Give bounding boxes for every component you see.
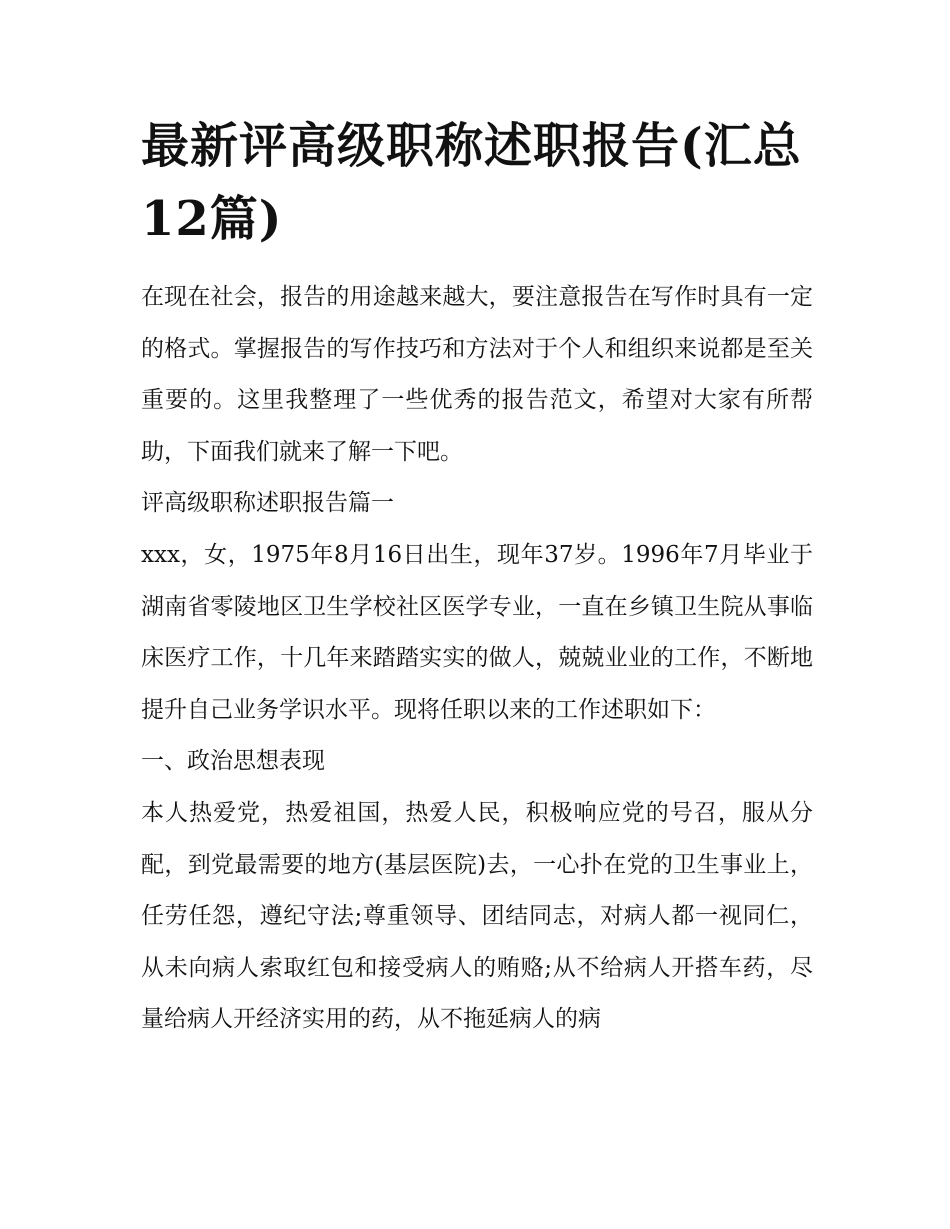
document-page — [141, 110, 813, 1046]
body-paragraph: 本人热爱党，热爱祖国，热爱人民，积极响应党的号召，服从分配，到党最需要的地方(基层医院)去，一心扑在党的卫生事业上，任劳任怨，遵纪守法;尊重领导、团结同志，对病人都一视同仁，从未向病人索取红包和接受病人的贿赂;从不给病人开搭车药，尽量给病人开经济实用的药，从不拖延病人的病 — [141, 799, 813, 1033]
bio-paragraph: xxx，女，1975年8月16日出生，现年37岁。1996年7月毕业于湖南省零陵地区卫生学校社区医学专业，一直在乡镇卫生院从事临床医疗工作，十几年来踏踏实实的做人，兢兢业业的工作，不断地提升自己业务学识水平。现将任职以来的工作述职如下： — [141, 541, 813, 723]
intro-paragraph: 在现在社会，报告的用途越来越大，要注意报告在写作时具有一定的格式。掌握报告的写作技巧和方法对于个人和组织来说都是至关重要的。这里我整理了一些优秀的报告范文，希望对大家有所帮助，下面我们就来了解一下吧。 — [141, 284, 813, 465]
subheading-political: 一、政治思想表现 — [141, 748, 325, 775]
section-heading: 评高级职称述职报告篇一 — [141, 490, 394, 517]
document-title: 最新评高级职称述职报告(汇总12篇) — [141, 118, 802, 247]
